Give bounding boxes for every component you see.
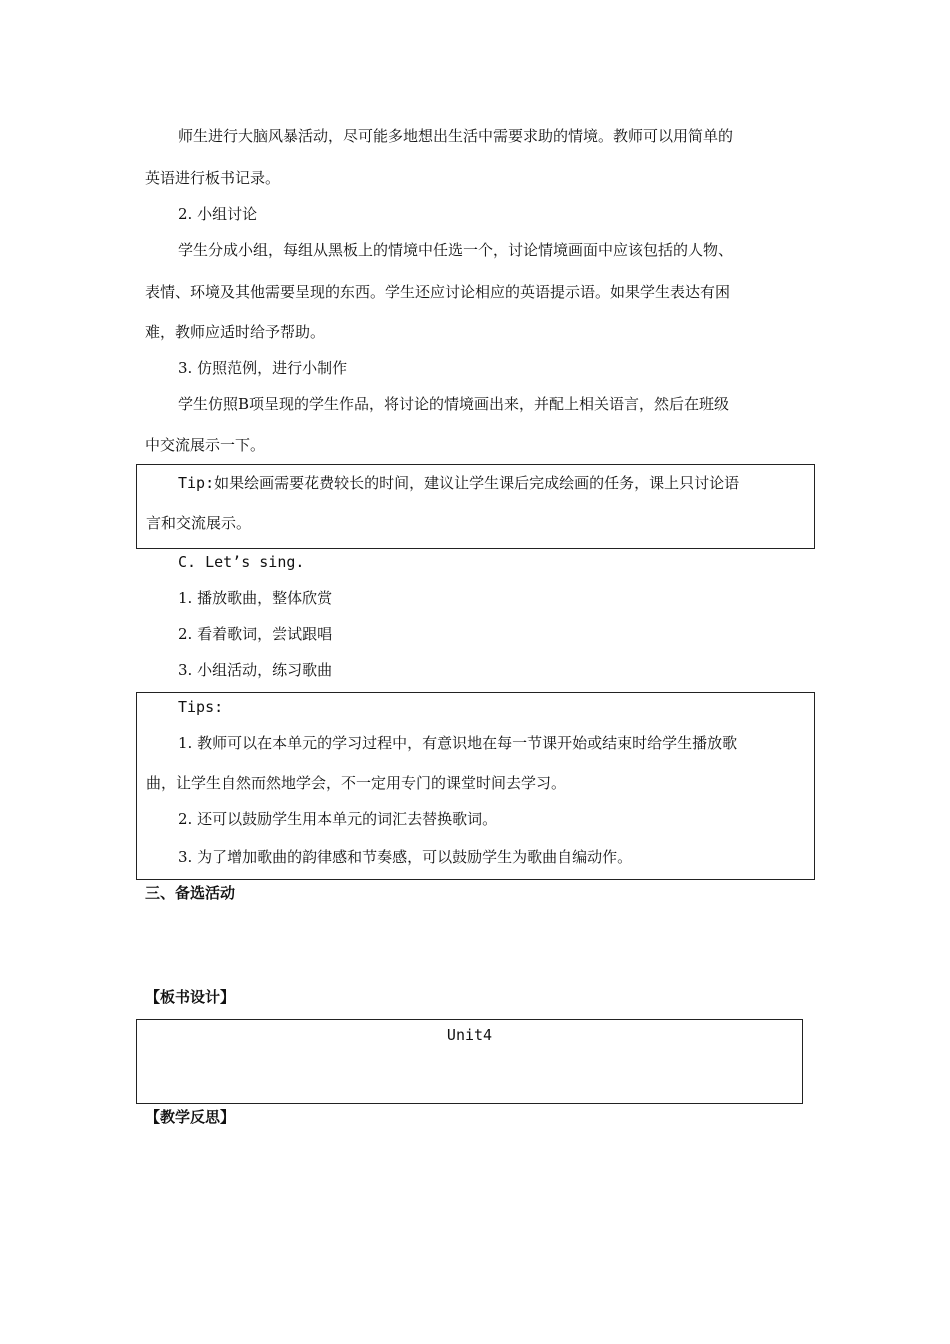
paragraph-3-line-1: 学生仿照B项呈现的学生作品，将讨论的情境画出来，并配上相关语言，然后在班级 xyxy=(178,395,730,413)
section-2-title: 2. 小组讨论 xyxy=(178,205,258,223)
section-c-item-3: 3. 小组活动，练习歌曲 xyxy=(178,661,333,679)
teaching-reflection-heading: 【教学反思】 xyxy=(145,1108,236,1126)
paragraph-1-line-2: 英语进行板书记录。 xyxy=(145,169,281,187)
tips-line-4: 3. 为了增加歌曲的韵律感和节奏感，可以鼓励学生为歌曲自编动作。 xyxy=(178,848,633,866)
tips-line-3: 2. 还可以鼓励学生用本单元的词汇去替换歌词。 xyxy=(178,810,498,828)
tip-line-2: 言和交流展示。 xyxy=(146,514,252,532)
tip-line-1: Tip:如果绘画需要花费较长的时间，建议让学生课后完成绘画的任务，课上只讨论语 xyxy=(178,474,740,492)
tips-line-1: 1. 教师可以在本单元的学习过程中，有意识地在每一节课开始或结束时给学生播放歌 xyxy=(178,734,738,752)
section-c-item-2: 2. 看着歌词，尝试跟唱 xyxy=(178,625,333,643)
paragraph-3-line-2: 中交流展示一下。 xyxy=(145,436,266,454)
paragraph-2-line-2: 表情、环境及其他需要呈现的东西。学生还应讨论相应的英语提示语。如果学生表达有困 xyxy=(145,283,731,301)
section-c-title: C. Let’s sing. xyxy=(178,553,305,571)
section-3-heading: 三、备选活动 xyxy=(145,884,236,902)
paragraph-2-line-1: 学生分成小组，每组从黑板上的情境中任选一个，讨论情境画面中应该包括的人物、 xyxy=(178,241,734,259)
tips-box xyxy=(136,692,815,880)
paragraph-1-line-1: 师生进行大脑风暴活动，尽可能多地想出生活中需要求助的情境。教师可以用简单的 xyxy=(178,127,734,145)
tips-title: Tips: xyxy=(178,698,224,716)
paragraph-2-line-3: 难，教师应适时给予帮助。 xyxy=(145,323,326,341)
board-design-box xyxy=(136,1019,803,1104)
board-design-heading: 【板书设计】 xyxy=(145,988,236,1006)
board-title: Unit4 xyxy=(446,1026,493,1044)
tips-line-2: 曲，让学生自然而然地学会，不一定用专门的课堂时间去学习。 xyxy=(146,774,567,792)
section-c-item-1: 1. 播放歌曲，整体欣赏 xyxy=(178,589,333,607)
tip-box xyxy=(136,464,815,549)
section-3-title: 3. 仿照范例，进行小制作 xyxy=(178,359,348,377)
